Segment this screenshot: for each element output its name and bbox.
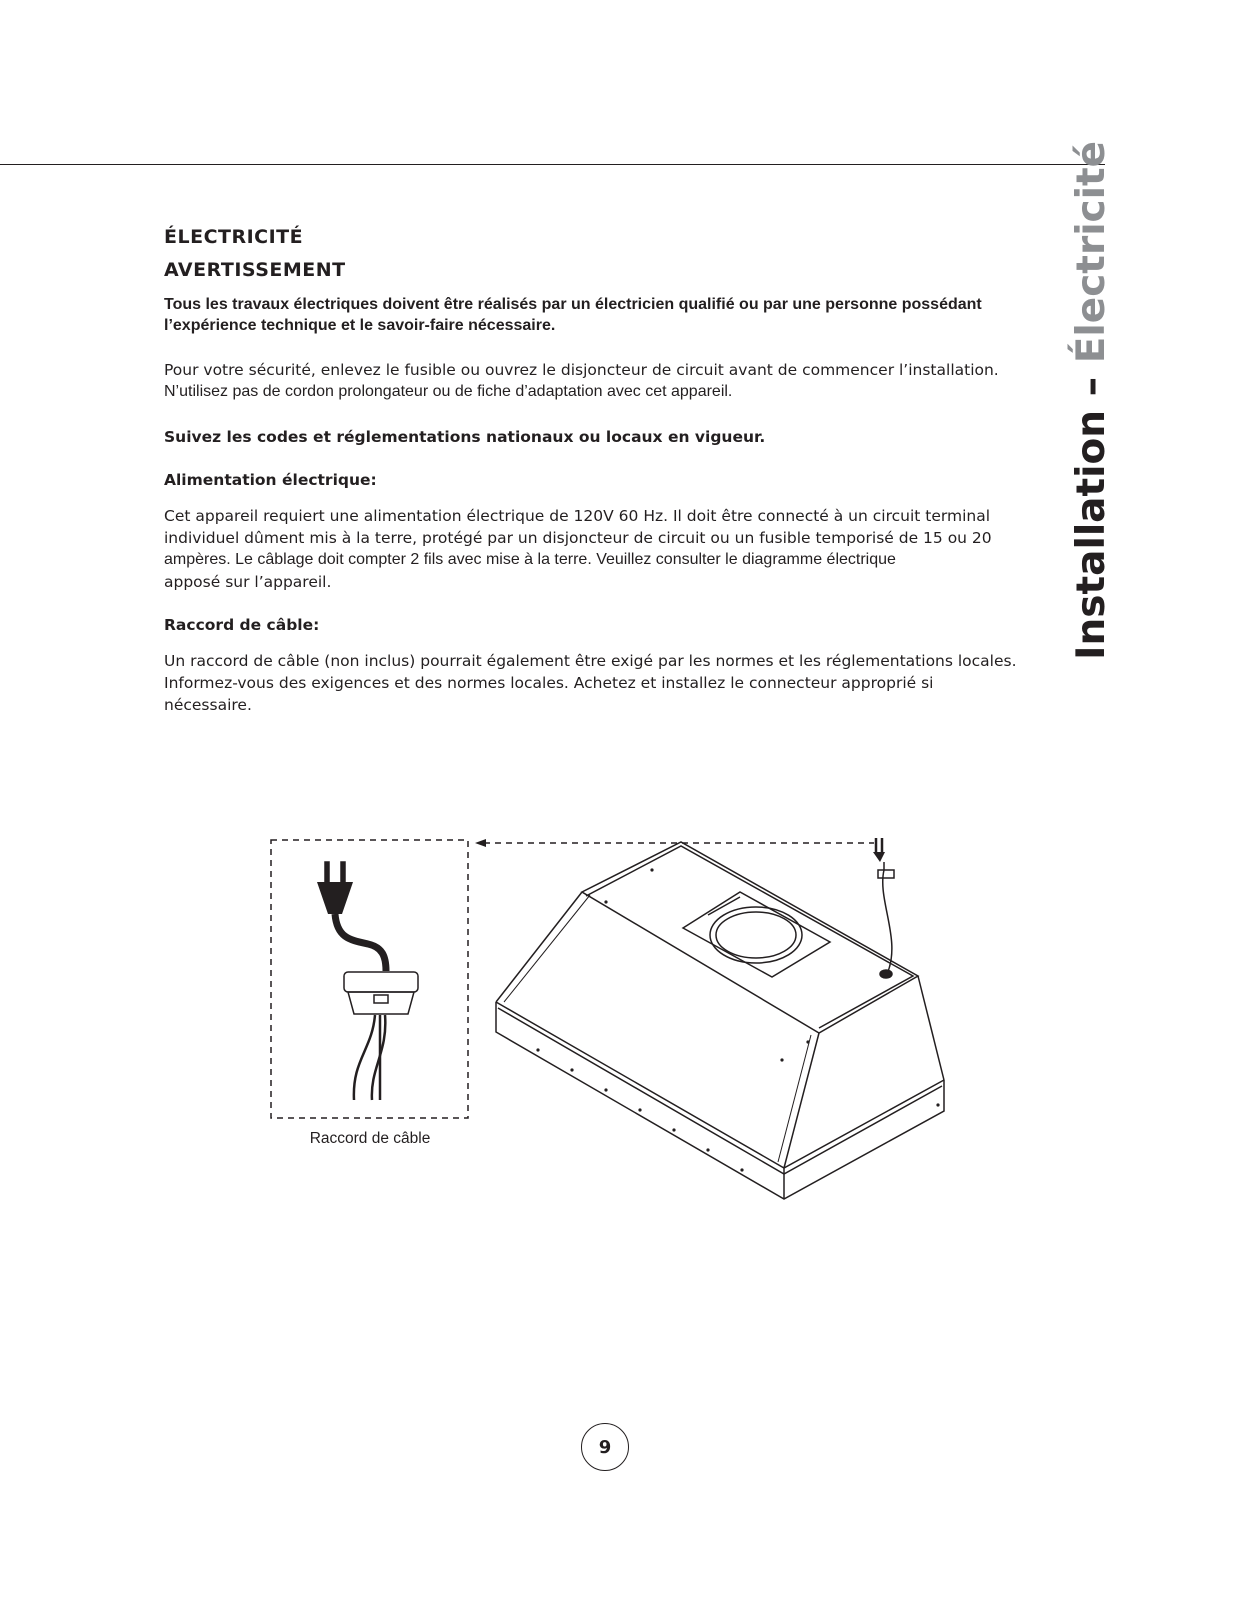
cable-text: Un raccord de câble (non inclus) pourrait également être exigé par les normes et les réglementations locales. Informez-vous des exigences et des normes locales. Achetez et installez le connecteur approprié si nécessaire. — [164, 652, 1017, 714]
safety-line-2: N’utilisez pas de cordon prolongateur ou de fiche d’adaptation avec cet appareil. — [164, 383, 733, 400]
inset-frame — [271, 840, 468, 1118]
diagram-caption: Raccord de câble — [309, 1130, 431, 1147]
safety-paragraph — [164, 359, 1024, 403]
side-title — [1066, 140, 1118, 660]
warning-text: Tous les travaux électriques doivent être réalisés par un électricien qualifié ou par une personne possédant l’expérience technique et le savoir-faire nécessaire. — [164, 296, 982, 334]
warning-title: AVERTISSEMENT — [164, 259, 346, 281]
cable-connector-icon — [344, 972, 418, 1100]
range-hood — [496, 838, 944, 1199]
power-text-b: ampères. Le câblage doit compter 2 fils avec mise à la terre. Veuillez consulter le diagramme électrique — [164, 551, 896, 568]
section-title: ÉLECTRICITÉ — [164, 226, 304, 248]
side-title-part2: Électricité — [1069, 140, 1114, 364]
cable-heading: Raccord de câble: — [164, 616, 320, 634]
side-title-part1: Installation – — [1069, 363, 1114, 660]
main-content — [164, 226, 1024, 716]
plug-icon — [317, 862, 386, 971]
safety-line-1: Pour votre sécurité, enlevez le fusible ou ouvrez le disjoncteur de circuit avant de commencer l’installation. — [164, 361, 999, 379]
power-heading: Alimentation électrique: — [164, 471, 377, 489]
page-number: 9 — [581, 1423, 629, 1471]
power-text-a: Cet appareil requiert une alimentation électrique de 120V 60 Hz. Il doit être connecté à un circuit terminal individuel dûment mis à la terre, protégé par un disjoncteur de circuit ou un fusible temporisé de 15 ou 20 — [164, 507, 992, 547]
header-rule — [0, 164, 1105, 165]
codes-notice: Suivez les codes et réglementations nationaux ou locaux en vigueur. — [164, 428, 766, 446]
range-hood-diagram — [262, 830, 962, 1210]
power-paragraph — [164, 505, 1024, 593]
power-text-c: apposé sur l’appareil. — [164, 573, 332, 591]
